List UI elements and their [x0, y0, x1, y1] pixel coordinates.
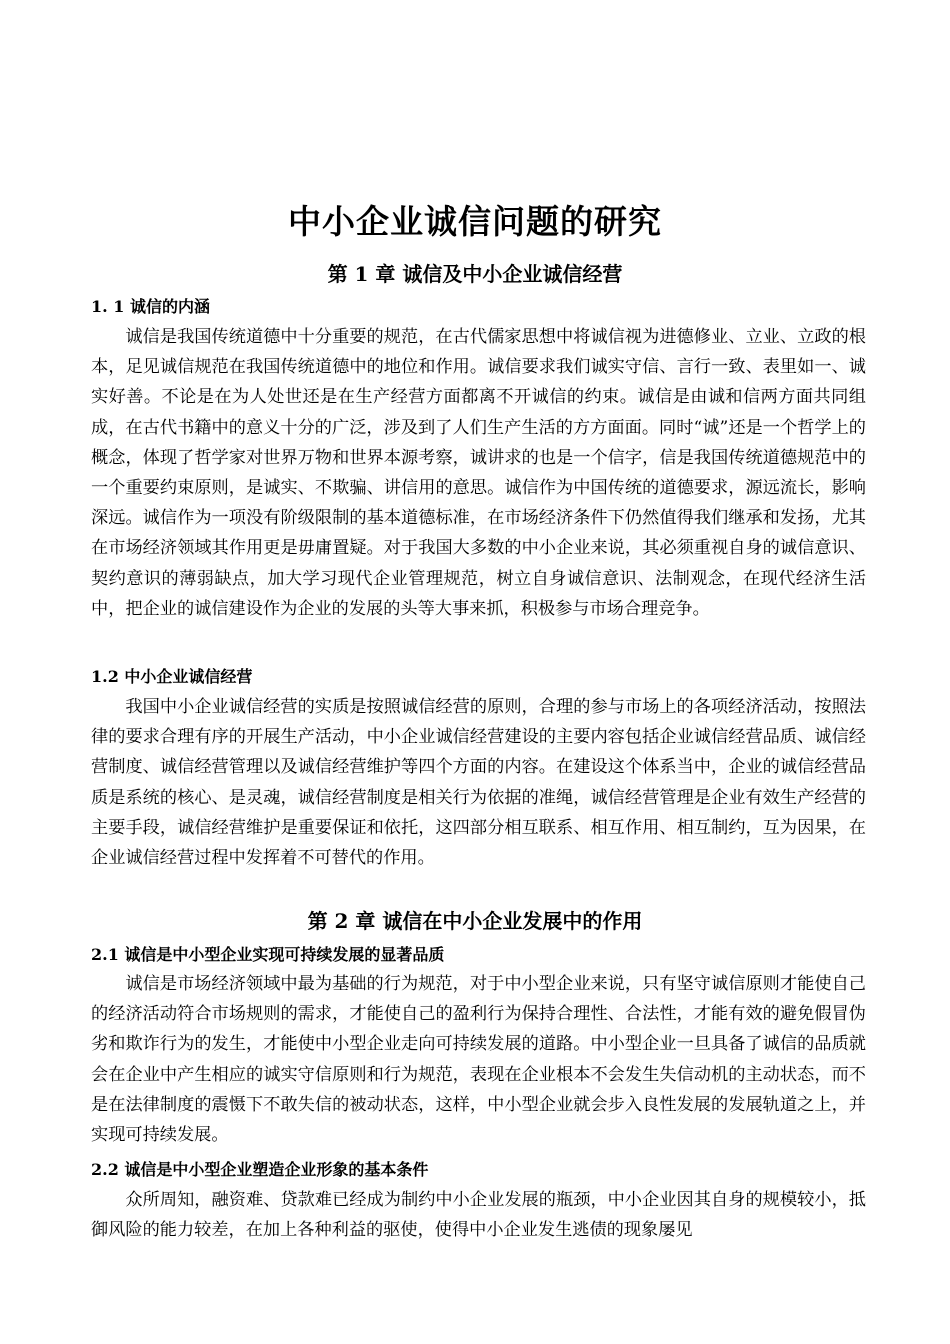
section-2-1-heading: 2.1 诚信是中小型企业实现可持续发展的显著品质	[91, 945, 445, 964]
section-1-2-heading: 1.2 中小企业诚信经营	[91, 667, 253, 686]
chapter-2-heading: 第 2 章 诚信在中小企业发展中的作用	[307, 909, 643, 933]
section-1-1-heading: 1. 1 诚信的内涵	[91, 297, 210, 316]
section-1-1-body: 诚信是我国传统道德中十分重要的规范，在古代儒家思想中将诚信视为进德修业、立业、立政的根本，足见诚信规范在我国传统道德中的地位和作用。诚信要求我们诚实守信、言行一致、表里如一、诚实好善。不论是在为人处世还是在生产经营方面都离不开诚信的约束。诚信是由诚和信两方面共同组成，在古代书籍中的意义十分的广泛，涉及到了人们生产生活的方方面面。同时“诚”还是一个哲学上的概念，体现了哲学家对世界万物和世界本源考察，诚讲求的也是一个信字，信是我国传统道德规范中的一个重要约束原则，是诚实、不欺骗、讲信用的意思。诚信作为中国传统的道德要求，源远流长，影响深远。诚信作为一项没有阶级限制的基本道德标准，在市场经济条件下仍然值得我们继承和发扬，尤其在市场经济领域其作用更是毋庸置疑。对于我国大多数的中小企业来说，其必须重视自身的诚信意识、契约意识的薄弱缺点，加大学习现代企业管理规范，树立自身诚信意识、法制观念，在现代经济生活中，把企业的诚信建设作为企业的发展的头等大事来抓，积极参与市场合理竞争。	[91, 327, 866, 619]
chapter-1-heading: 第 1 章 诚信及中小企业诚信经营	[327, 262, 623, 286]
section-2-2-heading: 2.2 诚信是中小型企业塑造企业形象的基本条件	[91, 1160, 429, 1179]
section-2-1-body: 诚信是市场经济领域中最为基础的行为规范，对于中小型企业来说，只有坚守诚信原则才能使自己的经济活动符合市场规则的需求，才能使自己的盈利行为保持合理性、合法性，才能有效的避免假冒伪劣和欺诈行为的发生，才能使中小型企业走向可持续发展的道路。中小型企业一旦具备了诚信的品质就会在企业中产生相应的诚实守信原则和行为规范，表现在企业根本不会发生失信动机的主动状态，而不是在法律制度的震慑下不敢失信的被动状态，这样，中小型企业就会步入良性发展的发展轨道之上，并实现可持续发展。	[91, 974, 866, 1146]
section-2-2-body: 众所周知，融资难、贷款难已经成为制约中小企业发展的瓶颈，中小企业因其自身的规模较小，抵御风险的能力较差，在加上各种利益的驱使，使得中小企业发生逃债的现象屡见	[91, 1190, 866, 1241]
section-1-2-body: 我国中小企业诚信经营的实质是按照诚信经营的原则，合理的参与市场上的各项经济活动，按照法律的要求合理有序的开展生产活动，中小企业诚信经营建设的主要内容包括企业诚信经营品质、诚信经营制度、诚信经营管理以及诚信经营维护等四个方面的内容。在建设这个体系当中，企业的诚信经营品质是系统的核心、是灵魂，诚信经营制度是相关行为依据的准绳，诚信经营管理是企业有效生产经营的主要手段，诚信经营维护是重要保证和依托，这四部分相互联系、相互作用、相互制约，互为因果，在企业诚信经营过程中发挥着不可替代的作用。	[91, 697, 866, 869]
document-title: 中小企业诚信问题的研究	[288, 202, 662, 241]
